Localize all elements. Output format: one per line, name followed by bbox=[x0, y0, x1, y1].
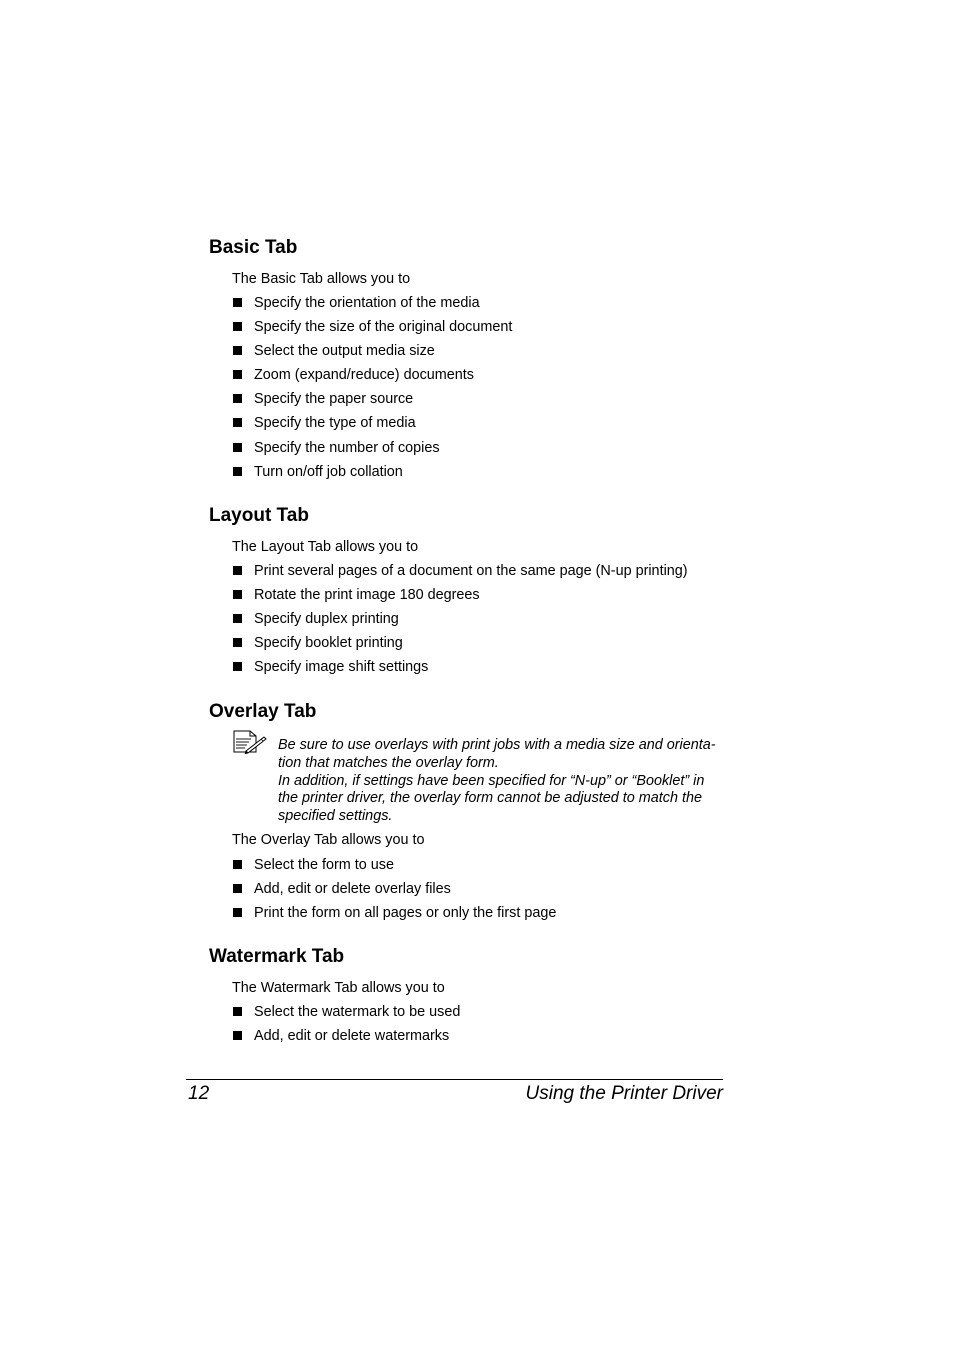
basic-tab-list bbox=[232, 294, 512, 487]
list-item: Print several pages of a document on the same page (N-up printing) bbox=[232, 562, 688, 586]
overlay-tab-intro: The Overlay Tab allows you to bbox=[232, 832, 425, 848]
bullet-square-icon bbox=[233, 566, 242, 575]
bullet-square-icon bbox=[233, 394, 242, 403]
watermark-tab-heading: Watermark Tab bbox=[209, 946, 345, 967]
chapter-title: Using the Printer Driver bbox=[525, 1083, 723, 1104]
bullet-square-icon bbox=[233, 662, 242, 671]
list-item: Select the output media size bbox=[232, 342, 512, 366]
bullet-square-icon bbox=[233, 1031, 242, 1040]
bullet-square-icon bbox=[233, 884, 242, 893]
bullet-square-icon bbox=[233, 467, 242, 476]
list-item: Specify the orientation of the media bbox=[232, 294, 512, 318]
list-item: Specify booklet printing bbox=[232, 634, 688, 658]
watermark-tab-list bbox=[232, 1003, 460, 1051]
bullet-square-icon bbox=[233, 590, 242, 599]
bullet-square-icon bbox=[233, 860, 242, 869]
list-item: Specify the paper source bbox=[232, 390, 512, 414]
page-number: 12 bbox=[188, 1083, 210, 1104]
overlay-tab-heading: Overlay Tab bbox=[209, 701, 317, 722]
list-item: Specify duplex printing bbox=[232, 610, 688, 634]
list-item: Rotate the print image 180 degrees bbox=[232, 586, 688, 610]
basic-tab-intro: The Basic Tab allows you to bbox=[232, 271, 411, 287]
bullet-square-icon bbox=[233, 1007, 242, 1016]
bullet-square-icon bbox=[233, 298, 242, 307]
bullet-square-icon bbox=[233, 418, 242, 427]
list-item: Specify the type of media bbox=[232, 414, 512, 438]
overlay-note: Be sure to use overlays with print jobs with a media size and orienta- tion that matches the overlay form. In addition, if settings have been specified for “N-up” or “Booklet” in the printer driver, the overlay form cannot be adjusted to match the specified settings. bbox=[278, 737, 716, 825]
list-item: Add, edit or delete watermarks bbox=[232, 1027, 460, 1051]
bullet-square-icon bbox=[233, 614, 242, 623]
bullet-square-icon bbox=[233, 346, 242, 355]
note-pencil-icon bbox=[233, 730, 267, 754]
list-item: Specify the number of copies bbox=[232, 439, 512, 463]
list-item: Zoom (expand/reduce) documents bbox=[232, 366, 512, 390]
list-item: Specify the size of the original document bbox=[232, 318, 512, 342]
layout-tab-list bbox=[232, 562, 688, 682]
list-item: Turn on/off job collation bbox=[232, 463, 512, 487]
layout-tab-intro: The Layout Tab allows you to bbox=[232, 539, 419, 555]
basic-tab-heading: Basic Tab bbox=[209, 237, 298, 258]
list-item: Select the form to use bbox=[232, 856, 556, 880]
list-item: Specify image shift settings bbox=[232, 658, 688, 682]
list-item: Select the watermark to be used bbox=[232, 1003, 460, 1027]
watermark-tab-intro: The Watermark Tab allows you to bbox=[232, 980, 445, 996]
layout-tab-heading: Layout Tab bbox=[209, 505, 309, 526]
list-item: Add, edit or delete overlay files bbox=[232, 880, 556, 904]
bullet-square-icon bbox=[233, 443, 242, 452]
bullet-square-icon bbox=[233, 370, 242, 379]
bullet-square-icon bbox=[233, 638, 242, 647]
bullet-square-icon bbox=[233, 908, 242, 917]
list-item: Print the form on all pages or only the first page bbox=[232, 904, 556, 928]
footer-rule bbox=[186, 1079, 723, 1080]
overlay-tab-list bbox=[232, 856, 556, 928]
bullet-square-icon bbox=[233, 322, 242, 331]
